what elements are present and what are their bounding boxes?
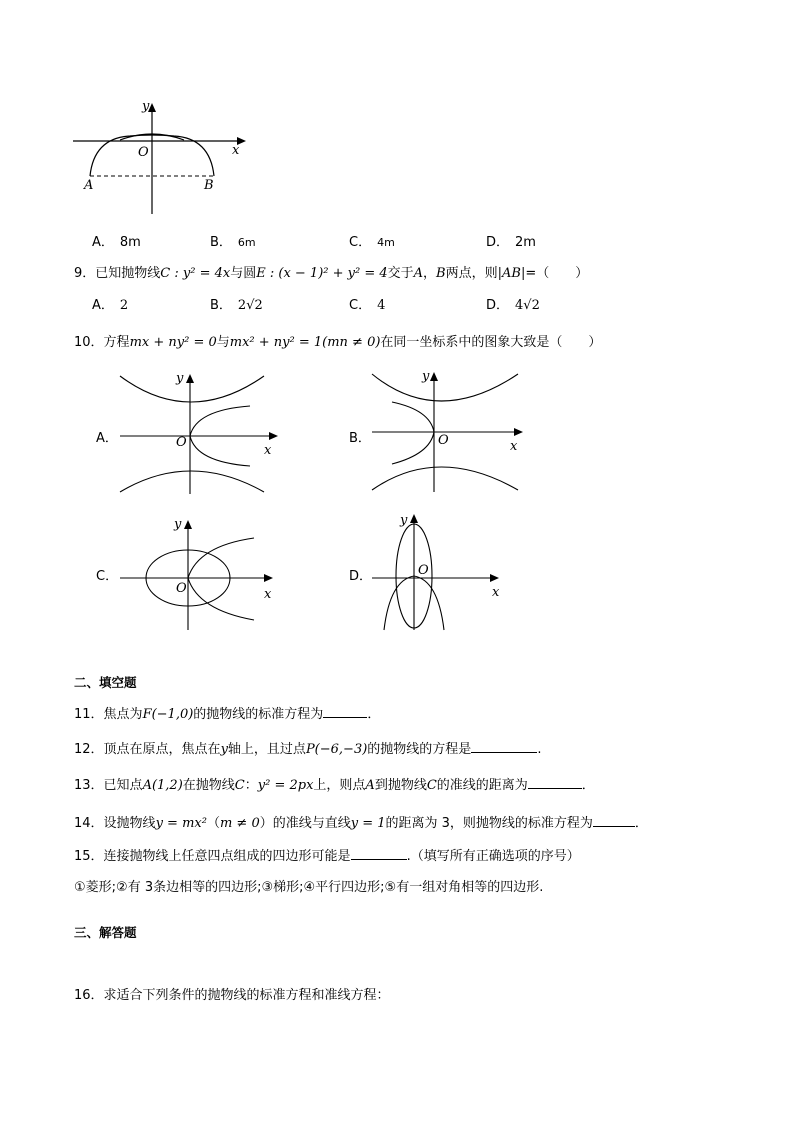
- q10-graph-c: [118, 514, 288, 634]
- q9-option-a: A． 2: [92, 298, 129, 313]
- q8-option-b: B． 6m: [210, 235, 256, 250]
- q16: 16．求适合下列条件的抛物线的标准方程和准线方程：: [74, 988, 390, 1003]
- svg-text:O: O: [176, 581, 187, 596]
- q9-option-d: D． 4√2: [486, 298, 540, 313]
- y-label: y: [142, 99, 150, 114]
- svg-text:y: y: [176, 371, 184, 386]
- q11-answer-blank[interactable]: [323, 705, 367, 718]
- q10-graph-a-label: A．: [96, 431, 118, 446]
- q12: 12．顶点在原点，焦点在y轴上，且过点P(−6,−3)的抛物线的方程是 .: [74, 742, 542, 757]
- svg-text:x: x: [264, 443, 272, 458]
- svg-text:y: y: [400, 513, 408, 528]
- q11: 11．焦点为F(−1,0)的抛物线的标准方程为 ．: [74, 707, 381, 722]
- svg-text:y: y: [422, 369, 430, 384]
- q8-figure: [70, 98, 250, 218]
- q13: 13．已知点A(1,2)在抛物线C：y² = 2px上，则点A到抛物线C的准线的距离为 ．: [74, 778, 595, 793]
- section-fill-in-title: 二、填空题: [74, 675, 137, 690]
- q14-answer-blank[interactable]: [593, 814, 635, 827]
- q15: 15．连接抛物线上任意四点组成的四边形可能是 .（填写所有正确选项的序号）: [74, 849, 580, 864]
- q10-graph-b-label: B．: [349, 431, 371, 446]
- svg-text:x: x: [264, 587, 272, 602]
- svg-text:x: x: [492, 585, 500, 600]
- q8-option-c: C． 4m: [349, 235, 395, 250]
- origin-label: O: [138, 145, 149, 160]
- q13-answer-blank[interactable]: [528, 776, 582, 789]
- q10-graph-c-label: C．: [96, 569, 119, 584]
- svg-text:O: O: [176, 435, 187, 450]
- q10-graph-a: [118, 366, 288, 496]
- q8-option-a: A． 8m: [92, 235, 141, 250]
- q15-answer-blank[interactable]: [351, 847, 407, 860]
- point-b-label: B: [204, 178, 214, 193]
- q9-stem: 9．已知抛物线C : y² = 4x与圆E : (x − 1)² + y² = 4交于A，B两点，则|AB|=（ ）: [74, 266, 589, 281]
- point-a-label: A: [84, 178, 94, 193]
- svg-text:O: O: [418, 563, 429, 578]
- q9-option-b: B． 2√2: [210, 298, 263, 313]
- q9-option-c: C． 4: [349, 298, 386, 313]
- q12-answer-blank[interactable]: [471, 740, 537, 753]
- svg-text:y: y: [174, 517, 182, 532]
- q10-stem: 10．方程mx + ny² = 0与mx² + ny² = 1(mn ≠ 0)在同一坐标系中的图象大致是（ ）: [74, 335, 602, 350]
- section-answer-title: 三、解答题: [74, 925, 137, 940]
- q14: 14．设抛物线y = mx²（m ≠ 0）的准线与直线y = 1的距离为 3，则抛物线的标准方程为 ．: [74, 816, 648, 831]
- svg-text:x: x: [510, 439, 518, 454]
- x-label: x: [232, 143, 240, 158]
- q10-graph-d-label: D．: [349, 569, 373, 584]
- q10-graph-d: [368, 510, 538, 634]
- q15-choices: ①菱形;②有 3条边相等的四边形;③梯形;④平行四边形;⑤有一组对角相等的四边形.: [74, 880, 544, 895]
- q10-graph-b: [368, 366, 538, 496]
- q8-option-d: D． 2m: [486, 235, 536, 250]
- svg-text:O: O: [438, 433, 449, 448]
